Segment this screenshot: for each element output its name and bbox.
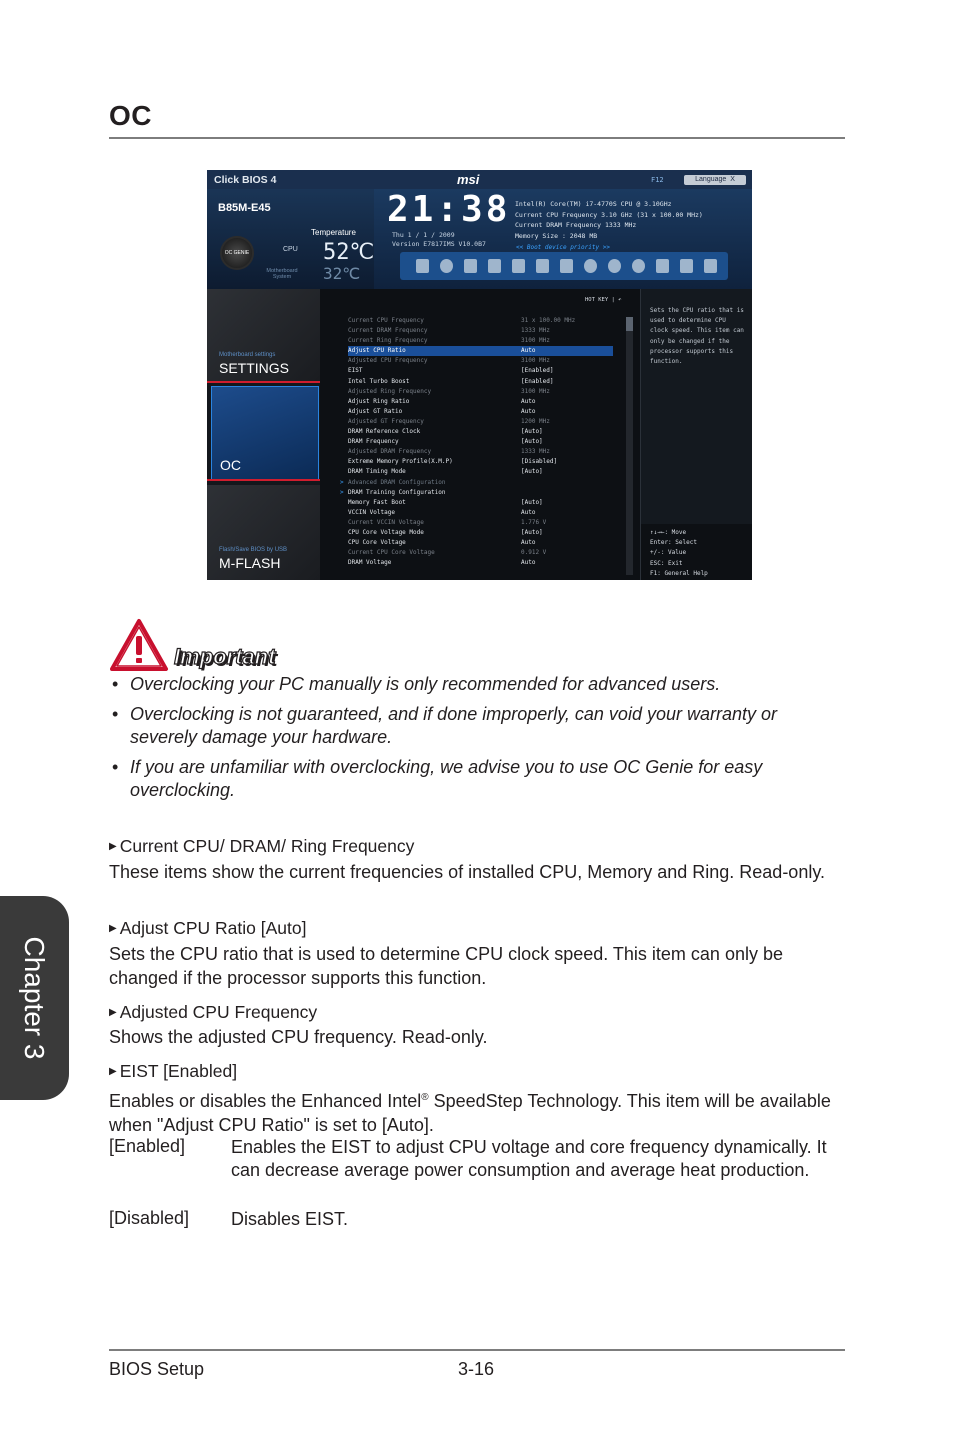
section-text — [109, 1086, 844, 1137]
setting-row[interactable] — [348, 508, 613, 518]
setting-name: Adjust CPU Ratio — [348, 347, 406, 355]
settings-scrollbar[interactable] — [626, 317, 633, 575]
setting-row — [348, 548, 613, 558]
submenu-arrow-icon: > — [340, 478, 344, 486]
setting-value: 1333 MHz — [521, 448, 550, 456]
setting-value: 3100 MHz — [521, 387, 550, 395]
date-text: Thu 1 / 1 / 2009 — [392, 231, 455, 239]
list-item — [109, 756, 839, 802]
boot-device-icon[interactable] — [512, 259, 525, 273]
bios-clock: 21:38 — [387, 189, 511, 230]
screenshot-key[interactable]: F12 — [651, 176, 664, 184]
setting-name: EIST — [348, 367, 363, 375]
boot-priority-text: Boot device priority — [526, 244, 600, 251]
setting-value: 31 x 100.00 MHz — [521, 317, 576, 324]
setting-name: Adjust GT Ratio — [348, 407, 403, 415]
setting-value: Auto — [521, 397, 536, 405]
bios-brand: Click BIOS 4 — [214, 174, 277, 186]
board-model: B85M-E45 — [218, 202, 271, 214]
setting-name: Current CPU Frequency — [348, 317, 424, 324]
hotkey-label[interactable]: HOT KEY | ↶ — [585, 297, 622, 303]
setting-name: DRAM Training Configuration — [348, 488, 446, 496]
setting-name: Adjusted Ring Frequency — [348, 387, 432, 395]
list-item — [109, 673, 839, 696]
setting-value: [Auto] — [521, 438, 543, 446]
boot-device-icon[interactable] — [632, 259, 645, 273]
version-text: Version E7817IMS V10.0B7 — [392, 240, 486, 248]
setting-row — [348, 356, 613, 366]
section-heading — [109, 1061, 237, 1082]
setting-row — [348, 387, 613, 397]
triangle-icon: ▶ — [109, 1066, 117, 1077]
boot-device-bar — [400, 252, 728, 280]
nav-oc-label: OC — [220, 457, 241, 473]
section-title: Adjust CPU Ratio [Auto] — [119, 918, 307, 938]
bios-top-bar — [207, 170, 752, 189]
section-heading — [109, 836, 414, 857]
language-button[interactable] — [684, 175, 746, 185]
triangle-icon: ▶ — [109, 1007, 117, 1018]
language-label: Language — [695, 176, 727, 183]
system-info: Intel(R) Core(TM) i7-4770S CPU @ 3.10GHz Current CPU Frequency 3.10 GHz (31 x 100.00 MHz) Current DRAM Frequency 1333 MHz Memory Size : 2048 MB — [515, 200, 703, 240]
setting-value: 3100 MHz — [521, 337, 550, 345]
setting-row — [348, 417, 613, 427]
title-divider — [109, 137, 845, 139]
setting-value: [Auto] — [521, 468, 543, 476]
setting-name: CPU Core Voltage — [348, 539, 406, 547]
section-heading — [109, 1002, 317, 1023]
bullet-icon: • — [112, 674, 119, 694]
section-text-part: Enables or disables the Enhanced Intel — [109, 1091, 422, 1111]
important-heading: Important — [174, 644, 276, 669]
setting-value: 3100 MHz — [521, 357, 550, 365]
option-key: [Disabled] — [109, 1208, 190, 1228]
cpu-temp-value: 52℃ — [323, 240, 375, 265]
setting-name: Adjust Ring Ratio — [348, 397, 410, 405]
chapter-tab — [0, 896, 69, 1100]
mb-temp-label: Motherboard System — [266, 268, 298, 280]
setting-value: 0.912 V — [521, 549, 547, 557]
boot-device-icon[interactable] — [656, 259, 669, 273]
nav-settings-label: SETTINGS — [219, 360, 290, 376]
boot-device-icon[interactable] — [440, 259, 453, 273]
chapter-tab-label: Chapter 3 — [19, 936, 50, 1060]
submenu-arrow-icon: > — [340, 488, 344, 496]
setting-value: [Disabled] — [521, 458, 558, 466]
setting-name: Adjusted GT Frequency — [348, 417, 424, 425]
temperature-label: Temperature — [311, 228, 356, 237]
bullet-text: Overclocking is not guaranteed, and if done improperly, can void your warranty or severely damage your hardware. — [130, 704, 777, 747]
warning-icon — [109, 618, 169, 672]
highlight-frame — [207, 381, 329, 481]
setting-name: DRAM Timing Mode — [348, 468, 406, 476]
setting-name: Current VCCIN Voltage — [348, 518, 424, 526]
setting-value: Auto — [521, 347, 536, 355]
setting-value: [Auto] — [521, 498, 543, 506]
setting-value: [Auto] — [521, 528, 543, 536]
triangle-icon: ▶ — [109, 923, 117, 934]
triangle-icon: ▶ — [109, 841, 117, 852]
footer-title: BIOS Setup — [109, 1359, 205, 1379]
boot-device-icon[interactable] — [704, 259, 717, 273]
list-item — [109, 703, 839, 749]
setting-name: DRAM Voltage — [348, 559, 392, 567]
nav-mflash[interactable] — [207, 485, 320, 580]
boot-device-icon[interactable] — [464, 259, 477, 273]
setting-row[interactable] — [348, 437, 613, 447]
oc-settings-list — [340, 316, 613, 568]
oc-genie-button[interactable]: OC GENIE — [220, 236, 254, 270]
section-heading — [109, 918, 306, 939]
boot-priority-label: << Boot device priority >> — [516, 244, 610, 251]
section-text: Sets the CPU ratio that is used to determine CPU clock speed. This item can only be changed if the processor supports this function. — [109, 944, 783, 988]
setting-name: Current Ring Frequency — [348, 337, 428, 345]
setting-row[interactable] — [348, 457, 613, 467]
mb-temp-value: 32℃ — [323, 264, 361, 283]
submenu-row[interactable] — [340, 478, 613, 488]
nav-mflash-sub: Flash/Save BIOS by USB — [219, 547, 288, 553]
setting-name: Adjusted CPU Frequency — [348, 357, 428, 365]
boot-device-icon[interactable] — [584, 259, 597, 273]
page-title: OC — [109, 100, 152, 131]
help-text: Sets the CPU ratio that is used to determine CPU clock speed. This item can only be changed if the processor supports this function. — [650, 307, 744, 366]
msi-logo: msi — [457, 172, 480, 187]
bios-date — [392, 231, 486, 249]
setting-name: Extreme Memory Profile(X.M.P) — [348, 458, 453, 466]
bullet-text: If you are unfamiliar with overclocking, we advise you to use OC Genie for easy overclocking. — [130, 757, 763, 800]
close-icon[interactable]: X — [730, 176, 735, 183]
setting-value: Auto — [521, 539, 536, 547]
boot-device-icon[interactable] — [560, 259, 573, 273]
setting-name: Memory Fast Boot — [348, 498, 406, 506]
setting-row[interactable] — [348, 538, 613, 548]
setting-value: [Auto] — [521, 428, 543, 436]
cpu-temp-label: CPU — [283, 246, 298, 253]
section-text: These items show the current frequencies of installed CPU, Memory and Ring. Read-only. — [109, 862, 825, 882]
nav-settings-sub: Motherboard settings — [219, 352, 276, 358]
setting-name: Current DRAM Frequency — [348, 327, 428, 335]
setting-row[interactable] — [348, 427, 613, 437]
setting-row-selected[interactable] — [348, 346, 613, 356]
important-list — [109, 673, 839, 809]
setting-row — [348, 326, 613, 336]
bullet-text: Overclocking your PC manually is only recommended for advanced users. — [130, 674, 721, 694]
section-title: Adjusted CPU Frequency — [119, 1002, 318, 1022]
setting-row[interactable] — [348, 498, 613, 508]
setting-value: Auto — [521, 559, 536, 567]
bullet-icon: • — [112, 704, 119, 724]
setting-name: DRAM Frequency — [348, 438, 399, 446]
setting-row — [348, 447, 613, 457]
setting-row[interactable] — [348, 467, 613, 477]
submenu-row[interactable] — [340, 488, 613, 498]
setting-name: Current CPU Core Voltage — [348, 549, 435, 557]
section-text: Shows the adjusted CPU frequency. Read-only. — [109, 1027, 488, 1047]
setting-row[interactable] — [348, 407, 613, 417]
bullet-icon: • — [112, 757, 119, 777]
option-desc: Disables EIST. — [231, 1209, 349, 1229]
boot-device-icon[interactable] — [608, 259, 621, 273]
boot-device-icon[interactable] — [536, 259, 549, 273]
setting-name: CPU Core Voltage Mode — [348, 528, 424, 536]
bios-screenshot — [207, 170, 752, 580]
setting-value: 1333 MHz — [521, 327, 550, 335]
boot-device-icon[interactable] — [416, 259, 429, 273]
option-key: [Enabled] — [109, 1136, 186, 1156]
setting-value: [Enabled] — [521, 367, 554, 375]
section-title: EIST [Enabled] — [119, 1061, 238, 1081]
section-text-part: SpeedStep Technology. This item will be available when "Adjust CPU Ratio" is set to [Auto]. — [109, 1091, 831, 1135]
setting-name: VCCIN Voltage — [348, 508, 395, 516]
setting-name: Advanced DRAM Configuration — [348, 478, 446, 486]
setting-row[interactable] — [348, 397, 613, 407]
page-number: 3-16 — [458, 1359, 495, 1379]
setting-name: Adjusted DRAM Frequency — [348, 448, 432, 456]
setting-value: 1200 MHz — [521, 417, 550, 425]
setting-row — [348, 336, 613, 346]
section-title: Current CPU/ DRAM/ Ring Frequency — [119, 836, 415, 856]
setting-row — [348, 518, 613, 528]
setting-value: Auto — [521, 407, 536, 415]
setting-name: Intel Turbo Boost — [348, 377, 410, 385]
setting-name: DRAM Reference Clock — [348, 428, 421, 436]
setting-row[interactable] — [348, 558, 613, 568]
boot-device-icon[interactable] — [680, 259, 693, 273]
footer-divider — [109, 1349, 845, 1351]
setting-row[interactable] — [348, 528, 613, 538]
option-desc: Enables the EIST to adjust CPU voltage and core frequency dynamically. It can decrease average power consumption and average heat production. — [231, 1137, 827, 1180]
key-legend: ↑↓→←: Move Enter: Select +/-: Value ESC: Exit F1: General Help — [650, 529, 708, 577]
setting-row[interactable] — [348, 377, 613, 387]
scrollbar-thumb[interactable] — [626, 317, 633, 331]
setting-value: [Enabled] — [521, 377, 554, 385]
boot-device-icon[interactable] — [488, 259, 501, 273]
setting-row — [348, 316, 613, 326]
registered-mark: ® — [421, 1092, 429, 1103]
setting-value: 1.776 V — [521, 518, 547, 526]
setting-row[interactable] — [348, 366, 613, 376]
nav-settings[interactable] — [207, 289, 320, 381]
setting-value: Auto — [521, 508, 536, 516]
nav-mflash-label: M-FLASH — [219, 555, 281, 571]
